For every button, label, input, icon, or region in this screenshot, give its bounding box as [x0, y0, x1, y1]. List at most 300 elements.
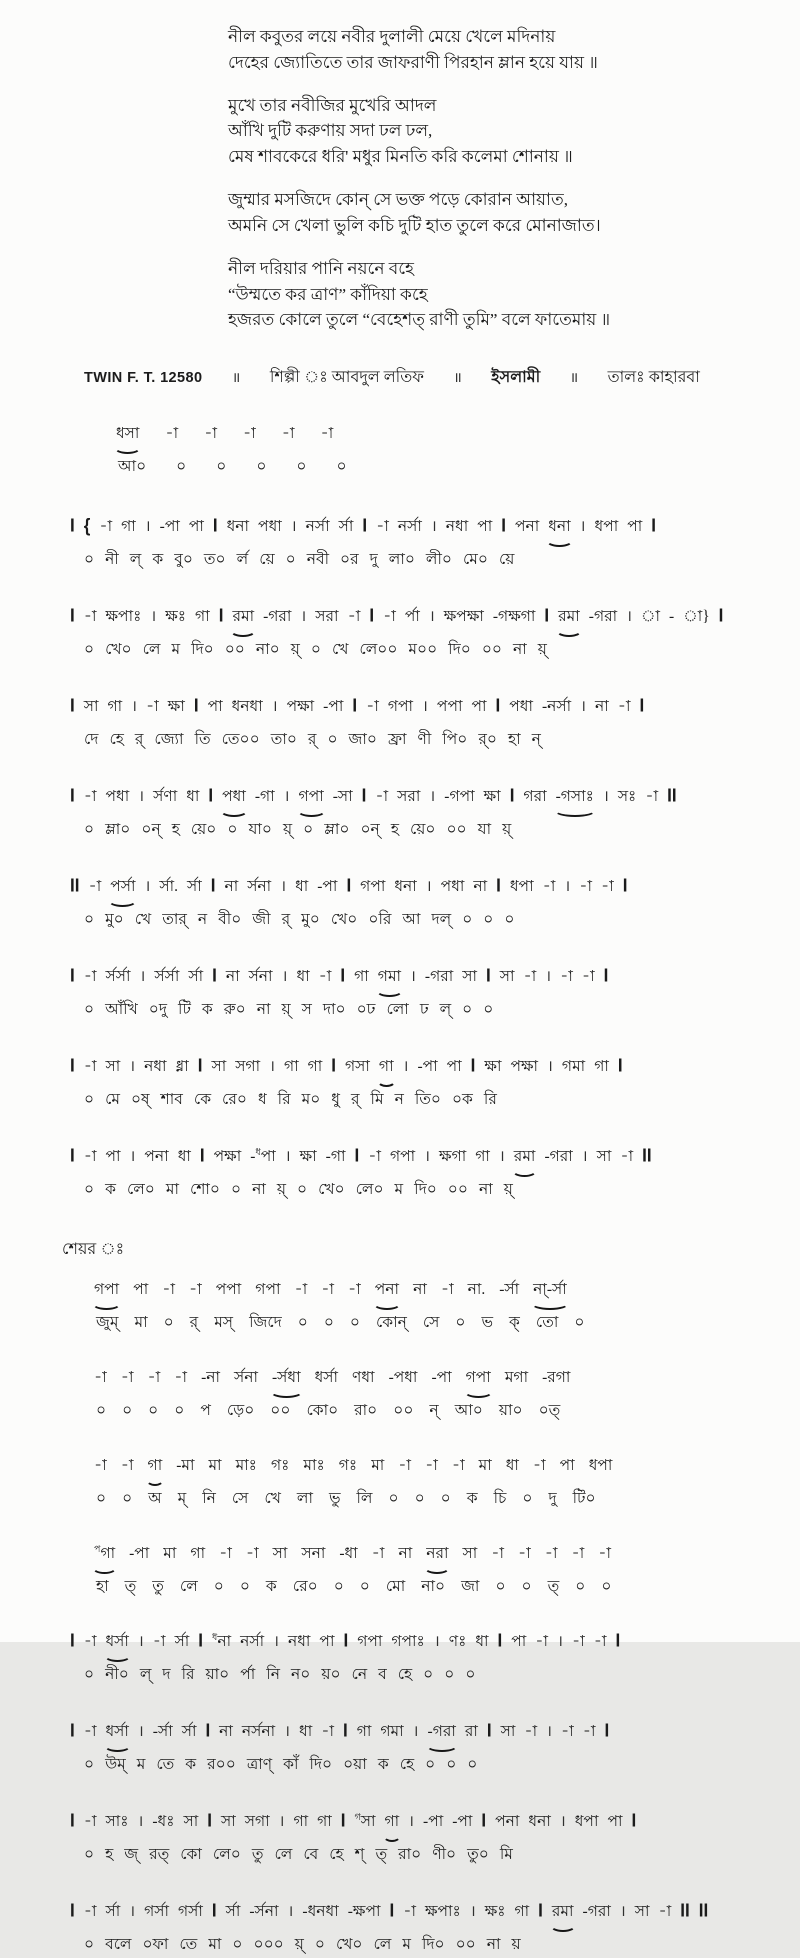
lyric-token: ০ন্ — [360, 821, 380, 839]
notation-token: -া — [376, 518, 389, 536]
lyric-token: ০ — [444, 1666, 455, 1684]
notation-token: -া — [174, 1369, 188, 1387]
notation-line — [70, 514, 790, 573]
lyric-token: ফ্রা — [387, 731, 407, 749]
lyric-token: দল্ — [431, 911, 452, 929]
notation-token: । — [283, 788, 290, 806]
notation-token: -া — [219, 1545, 232, 1563]
notation-token: ধা — [295, 878, 309, 896]
notation-token: I — [193, 695, 199, 717]
lyric-token: কে — [193, 1091, 212, 1109]
notation-token: I — [70, 1720, 75, 1742]
lyric-token: অ — [148, 1490, 162, 1508]
notation-token: গসা — [345, 1058, 370, 1076]
lyric-token: ০ — [359, 1578, 370, 1596]
notation-token: -া — [152, 1633, 166, 1651]
notation-token: I — [497, 1630, 503, 1652]
notation-token: । — [559, 1813, 566, 1831]
notation-token: I — [538, 1900, 543, 1922]
lyric-token: ০ — [227, 821, 238, 839]
lyric-token: মু০ — [301, 911, 320, 929]
lyric-token: র্পা — [240, 1666, 256, 1684]
lyric-token: তু০ — [467, 1846, 489, 1864]
lyric-token: না০ — [255, 641, 280, 659]
lyric-token: ০ — [148, 1402, 159, 1420]
notation-token: -পা — [323, 698, 344, 716]
lyric-token: লী০ — [425, 551, 452, 569]
lyric-token: ০ত্ — [538, 1402, 561, 1420]
notation-token: -রগা — [542, 1369, 571, 1387]
notation-token: II — [642, 1145, 652, 1167]
notation-token: । — [137, 1633, 144, 1651]
lyric-token: লে — [142, 641, 161, 659]
notation-token: সঃ — [617, 788, 637, 806]
lyric-token: উম্ — [105, 1756, 126, 1774]
lyric-token: ০ — [310, 641, 321, 659]
notation-token: নধা — [445, 518, 469, 536]
notation-token: সা — [83, 698, 99, 716]
notation-token: -র্সা — [499, 1281, 520, 1299]
notation-token: ক্ষা — [484, 1058, 502, 1076]
notation-token: সগা — [235, 1058, 261, 1076]
lyric-token: ০ — [84, 1666, 95, 1684]
notation-token: ক্ষঃ — [484, 1903, 506, 1921]
lyric-token: নবী — [306, 551, 330, 569]
lyric-token: শ্ — [354, 1846, 365, 1864]
notation-token: । — [422, 698, 428, 716]
notation-token: র্সা — [188, 968, 204, 986]
notation-token: -নর্সা — [541, 698, 572, 716]
notation-token: I — [70, 1145, 75, 1167]
notation-token: I — [622, 875, 628, 897]
lyric-token: ০ — [323, 1314, 334, 1332]
notation-token: ণঃ — [448, 1633, 467, 1651]
lyric-token: হা — [507, 731, 521, 749]
lyric-token: মে০ — [462, 551, 488, 569]
lyric-token: ঢ — [419, 1001, 429, 1019]
notation-body — [0, 391, 800, 1958]
lyric-token: য়্ — [537, 641, 547, 659]
lyric-token: ক্ — [509, 1314, 520, 1332]
notation-token: নধা — [144, 1058, 167, 1076]
lyric-token: খে০ — [335, 1936, 363, 1954]
notation-token: । — [269, 1058, 275, 1076]
notation-token: I — [331, 1055, 337, 1077]
notation-token: -া — [535, 1633, 549, 1651]
lyric-token: র্ — [307, 731, 317, 749]
notation-lyrics-row — [116, 454, 790, 480]
lyric-token: ০ষ্ — [130, 1091, 150, 1109]
lyric-token: দি০ — [448, 641, 471, 659]
notation-token: ক্ষা — [299, 1148, 317, 1166]
notation-token: র্সা — [338, 518, 354, 536]
notation-token: র্সনা — [233, 1369, 258, 1387]
notation-token: গা — [107, 698, 123, 716]
notation-lyrics-row — [94, 1486, 790, 1512]
notation-token: I — [211, 1900, 217, 1922]
lyric-token: ম — [402, 1936, 411, 1954]
lyric-token: আ০ — [118, 458, 147, 476]
notation-token: র্সনা — [248, 968, 273, 986]
lyric-token: দি০ — [309, 1756, 333, 1774]
lyric-token: লে — [373, 1936, 392, 1954]
notation-line — [70, 1365, 790, 1424]
notation-token: । — [579, 518, 586, 536]
lyric-token: ০ — [349, 1314, 360, 1332]
notation-token: -া — [83, 608, 97, 626]
lyric-token: লে — [179, 1578, 198, 1596]
lyric-token: জা০ — [348, 731, 377, 749]
notation-notes-row — [116, 421, 790, 447]
lyric-token: ০ — [163, 1314, 174, 1332]
notation-token: গপা — [357, 1633, 383, 1651]
lyric-token: ভু — [328, 1490, 341, 1508]
notation-lyrics-row — [70, 817, 790, 843]
lyric-token: ০ — [446, 1756, 457, 1774]
notation-token: র্সর্সা — [105, 968, 131, 986]
notation-token: গপা — [299, 784, 324, 810]
notation-token: -া — [375, 788, 389, 806]
stanza-line: আঁখি দুটি করুণায় সদা ঢল ঢল, — [228, 121, 433, 141]
notation-token: । — [137, 1813, 144, 1831]
notation-token: -া — [94, 1369, 107, 1387]
notation-token: া} — [683, 608, 710, 626]
lyric-token: না — [478, 1181, 493, 1199]
notation-token: -া — [188, 1281, 202, 1299]
lyric-token: য়্ — [276, 1181, 286, 1199]
lyric-token: ০ — [601, 1578, 612, 1596]
notation-token: I — [369, 605, 375, 627]
lyric-token: ০০ — [447, 1181, 468, 1199]
lyric-token: ০ — [84, 1756, 95, 1774]
notation-notes-row — [94, 1541, 790, 1567]
lyric-token: য়া০ — [205, 1666, 230, 1684]
notation-token: -র্সনা — [249, 1903, 279, 1921]
lyric-token: হা — [96, 1578, 109, 1596]
lyric-token: খে০ — [105, 641, 132, 659]
lyric-token: ০ — [504, 911, 515, 929]
notation-token: । — [498, 1148, 505, 1166]
notation-token: I — [218, 605, 224, 627]
notation-token: না — [594, 698, 609, 716]
notation-token: না — [398, 1545, 413, 1563]
lyric-token: ০ক — [451, 1091, 473, 1109]
notation-token: পা — [319, 1633, 335, 1651]
notation-notes-row — [70, 604, 790, 630]
notation-line — [70, 1899, 790, 1958]
lyric-token: যা — [477, 821, 492, 839]
notation-token: II — [70, 875, 80, 897]
lyric-token: রা০ — [354, 1402, 378, 1420]
notation-token: -া — [120, 1457, 134, 1475]
notation-token: । — [547, 1058, 553, 1076]
lyric-token: ক — [265, 1578, 277, 1596]
lyric-token: ০ — [216, 458, 227, 476]
lyric-token: ০ — [256, 458, 267, 476]
lyric-token: ০ — [303, 821, 314, 839]
lyric-token: য়ে০ — [409, 821, 436, 839]
lyric-token: ম০০ — [408, 641, 438, 659]
notation-token: । — [144, 878, 151, 896]
lyric-token: ণী০ — [432, 1846, 457, 1864]
notation-token: I — [639, 695, 645, 717]
lyric-token: ন্ — [531, 731, 541, 749]
notation-token: সা — [183, 1813, 199, 1831]
notation-token: । — [129, 1058, 136, 1076]
notation-token: ধনা — [548, 514, 570, 540]
notation-token: সা — [596, 1148, 612, 1166]
notation-lyrics-row — [70, 727, 790, 753]
notation-token: র্সা — [174, 1633, 190, 1651]
notation-notes-row — [70, 694, 790, 720]
lyric-token: ম্লা০ — [105, 821, 131, 839]
notation-token: নর্সা — [240, 1633, 265, 1651]
notation-token: I — [631, 1810, 637, 1832]
notation-line — [70, 1144, 790, 1203]
lyric-token: না — [486, 1936, 501, 1954]
notation-token: পা — [133, 1281, 149, 1299]
lyric-token: রি — [483, 1091, 497, 1109]
lyric-token: কো০ — [306, 1402, 339, 1420]
notation-line — [70, 1629, 790, 1688]
notation-token: -া — [598, 1545, 612, 1563]
notation-token: I — [362, 515, 368, 537]
lyric-token: ০০ — [455, 1936, 476, 1954]
notation-token: পা — [188, 518, 204, 536]
notation-token: । — [581, 1148, 588, 1166]
notation-token: -া — [366, 698, 379, 716]
notation-token: পা — [559, 1457, 575, 1475]
notation-token: -া — [242, 425, 256, 443]
notation-token: ধর্সা — [106, 1629, 129, 1655]
notation-token: ধনধা — [231, 698, 263, 716]
notation-line — [70, 964, 790, 1023]
lyric-token: খে — [264, 1490, 281, 1508]
notation-token: । — [602, 788, 609, 806]
notation-token: গা — [594, 1058, 609, 1076]
notation-token: ক্ষপাঃ — [105, 608, 142, 626]
notation-token: -গরা — [428, 1719, 456, 1745]
notation-token: ধ্না — [175, 1058, 189, 1076]
notation-token: । — [619, 1903, 626, 1921]
lyric-token: ধ — [257, 1091, 267, 1109]
lyric-token: ০ — [84, 911, 95, 929]
stanza-line: দেহের জ্যোতিতে তার জাফরাণী পিরহান ম্লান হয়ে যায় ॥ — [228, 52, 598, 72]
lyric-token: শো০ — [189, 1181, 221, 1199]
lyric-token: ম্ — [177, 1490, 187, 1508]
notation-line — [70, 604, 790, 663]
lyric-token: খে — [331, 641, 349, 659]
notation-line — [70, 1277, 790, 1336]
lyric-token: তে — [156, 1756, 175, 1774]
notation-token: -গপা — [444, 788, 475, 806]
lyric-token: ০ — [96, 1490, 107, 1508]
lyric-token: ০র — [340, 551, 359, 569]
notation-token: পধা — [222, 784, 246, 810]
notation-token: -া — [88, 878, 102, 896]
notation-token: । — [408, 1813, 415, 1831]
notation-token: I — [208, 785, 214, 807]
lyric-token: ০০০ — [253, 1936, 284, 1954]
lyric-token: ল্ — [129, 551, 142, 569]
song-lyrics — [0, 0, 800, 333]
stanza — [228, 93, 770, 170]
notation-token: I — [486, 1720, 492, 1742]
notation-token: । — [129, 1903, 136, 1921]
notation-token: পক্ষা — [286, 698, 315, 716]
notation-notes-row — [70, 1899, 790, 1925]
notation-token: -া — [491, 1545, 504, 1563]
lyric-token: দ — [162, 1666, 171, 1684]
notation-token: I — [496, 875, 501, 897]
notation-line — [70, 1541, 790, 1600]
notation-token: I — [207, 1810, 212, 1832]
notation-token: র্সনা — [247, 878, 272, 896]
lyric-token: খে০ — [330, 911, 358, 929]
notation-token: না — [225, 968, 240, 986]
lyric-token: নি — [202, 1490, 216, 1508]
notation-token: ক্ষা — [167, 698, 185, 716]
notation-token: নর্সা — [305, 518, 330, 536]
song-header-row — [0, 350, 800, 391]
notation-token: পপা — [215, 1281, 242, 1299]
lyric-token: জুম্ — [96, 1314, 119, 1332]
lyric-token: দে — [84, 731, 99, 749]
notation-token: -মা — [176, 1457, 195, 1475]
lyric-token: টি০ — [572, 1490, 596, 1508]
notation-token: সা — [211, 1058, 227, 1076]
lyric-token: ০ — [462, 911, 473, 929]
lyric-token: জা — [461, 1578, 480, 1596]
notation-token: -া — [617, 698, 631, 716]
notation-token: I — [617, 1055, 623, 1077]
notation-token: -া — [368, 1148, 381, 1166]
notation-token: ধনা — [226, 518, 250, 536]
notation-token: I — [495, 695, 501, 717]
lyric-token: আ — [402, 911, 421, 929]
shayer-section-label: শেয়র ঃ — [62, 1241, 125, 1259]
notation-token: ধা — [186, 788, 200, 806]
lyric-token: মে — [105, 1091, 120, 1109]
notation-line — [70, 421, 790, 480]
lyric-token: বলে — [105, 1936, 132, 1954]
notation-token: র্সর্সা — [154, 968, 180, 986]
notation-token: I — [198, 1630, 204, 1652]
notation-token: I — [70, 1055, 75, 1077]
notation-notes-row — [70, 964, 790, 990]
notation-token: গা — [354, 968, 369, 986]
notation-token: I — [70, 1810, 75, 1832]
notation-token: -া — [146, 698, 159, 716]
artist-name: শিল্পী ঃ আবদুল লতিফ — [269, 369, 424, 387]
notation-lyrics-row — [70, 1662, 790, 1688]
notation-token: I — [340, 1810, 346, 1832]
lyric-token: ড়ে০ — [226, 1402, 255, 1420]
notation-token: -গরা — [544, 1148, 573, 1166]
notation-token: । — [412, 1723, 419, 1741]
notation-notes-row — [70, 1719, 790, 1745]
lyric-token: র০০ — [207, 1756, 236, 1774]
notation-token: না্-র্সা — [533, 1277, 567, 1303]
notation-token: পধা — [105, 788, 130, 806]
lyric-token: লো — [386, 1001, 409, 1019]
notation-token: রমা — [558, 604, 580, 630]
notation-token: ক্ষগা — [439, 1148, 467, 1166]
notation-token: ক্ষঃ — [165, 608, 187, 626]
stanza — [228, 187, 770, 239]
notation-token: I — [210, 875, 216, 897]
stanza-line: নীল কবুতর লয়ে নবীর দুলালী মেয়ে খেলে মদিনায় — [228, 27, 556, 46]
notation-token: । — [284, 1723, 291, 1741]
notation-token: -া — [347, 608, 361, 626]
notation-lyrics-row — [70, 547, 790, 573]
lyric-token: ০ — [314, 1936, 325, 1954]
lyric-token: ০ — [285, 551, 296, 569]
notation-token: -া — [83, 1148, 97, 1166]
lyric-token: ০ — [465, 1666, 476, 1684]
notation-token: মা — [208, 1457, 222, 1475]
notation-lyrics-row — [70, 1752, 790, 1778]
notation-token: -া — [544, 1545, 558, 1563]
notation-token: I — [70, 785, 75, 807]
notation-token: I — [501, 515, 506, 537]
lyric-token: রি — [181, 1666, 195, 1684]
notation-token: সা — [462, 968, 477, 986]
notation-token: গপা — [94, 1277, 119, 1303]
notation-line — [70, 1719, 790, 1778]
notation-token: -গা — [325, 1148, 346, 1166]
notation-token: গা — [514, 1903, 530, 1921]
lyric-token: তার্ — [162, 911, 187, 929]
lyric-token: ০ — [84, 1091, 95, 1109]
stanza-line: অমনি সে খেলা ভুলি কচি দুটি হাত তুলে করে মোনাজাত। — [228, 215, 601, 235]
lyric-token: আঁখি — [105, 1001, 138, 1019]
notation-token: ধর্সা — [314, 1369, 338, 1387]
notation-token: -া — [94, 1457, 107, 1475]
notation-token: । — [131, 698, 137, 716]
taal-label: তালঃ কাহারবা — [607, 369, 700, 387]
lyric-token: দা০ — [322, 1001, 346, 1019]
lyric-token: ত্ — [124, 1578, 137, 1596]
notation-token: I — [199, 1145, 205, 1167]
notation-token: I — [354, 1145, 360, 1167]
notation-token: -া — [348, 1281, 361, 1299]
lyric-token: লে০ — [355, 1181, 384, 1199]
notation-token: -া — [440, 1281, 454, 1299]
lyric-token: ম্লা০ — [324, 821, 350, 839]
notation-token: $^ধ$না — [212, 1633, 232, 1651]
notation-token: -পা — [159, 518, 180, 536]
lyric-token: মু০ — [105, 911, 124, 929]
notation-token: া — [641, 608, 661, 626]
notation-token: I — [604, 1720, 610, 1742]
lyric-token: ক — [105, 1181, 116, 1199]
lyric-token: নী০ — [105, 1666, 129, 1684]
separator-mark: ॥ — [569, 371, 579, 387]
lyric-token: য়০ — [321, 1666, 341, 1684]
lyric-token: লা — [296, 1490, 313, 1508]
notation-token: -া — [582, 1723, 596, 1741]
lyric-token: না০ — [421, 1578, 446, 1596]
lyric-token: যা০ — [248, 821, 272, 839]
notation-token: -া — [571, 1545, 585, 1563]
notation-token: ধপা — [509, 878, 534, 896]
lyric-token: ক — [201, 1001, 213, 1019]
lyric-token: কো — [180, 1846, 202, 1864]
notation-token: I — [509, 785, 515, 807]
stanza-line: জুম্মার মসজিদে কোন্ সে ভক্ত পড়ে কোরান আয়াত, — [228, 190, 568, 210]
notation-token: -া — [245, 1545, 259, 1563]
